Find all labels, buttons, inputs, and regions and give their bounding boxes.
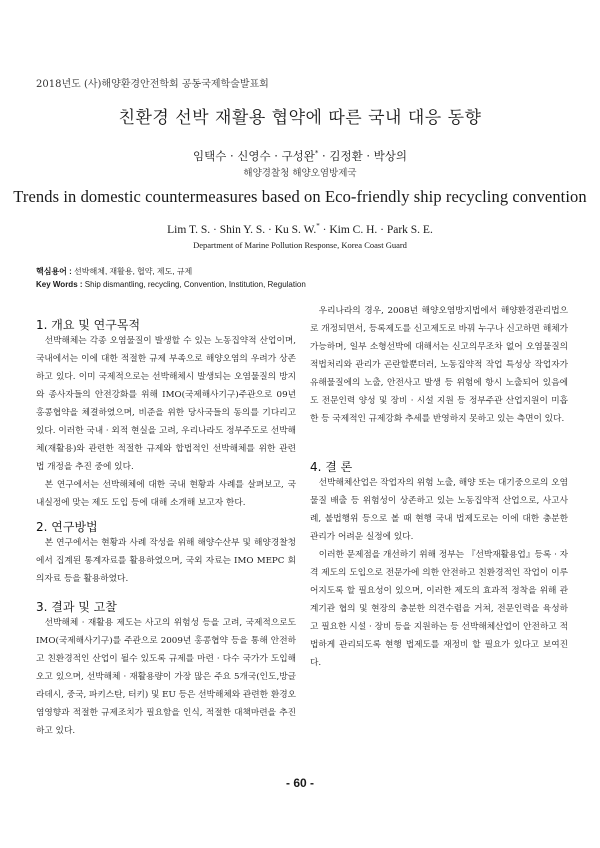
- section-4-body: [310, 474, 568, 672]
- section-4-heading: 4. 결 론: [310, 460, 353, 474]
- keywords-korean-text: 선박해체, 재활용, 협약, 제도, 규제: [74, 267, 193, 276]
- title-english: Trends in domestic countermeasures based on Eco-friendly ship recycling convention: [13, 187, 587, 206]
- title-korean: 친환경 선박 재활용 협약에 따른 국내 대응 동향: [118, 108, 482, 128]
- section-2-heading: 2. 연구방법: [36, 520, 98, 534]
- conference-header: 2018년도 (사)해양환경안전학회 공동국제학술발표회: [36, 79, 269, 90]
- section-3-paragraph-1: 선박해체 · 재활용 제도는 사고의 위험성 등을 고려, 국제적으로도 IMO(국제해사기구)를 주관으로 2009년 홍콩협약 등을 통해 안전하고 친환경적인 산업이 될수 있도록 규제를 마련 · 다수 국가가 도입해오고 있으며, 선박해체 · 재활용량이 가장 많은 주요 5개국(인도,방글라데시, 중국, 파키스탄, 터키) 및 EU 등은 선박해체와 관련한 환경오염영향과 적절한 규제조치가 필요함을 인식, 적절한 대책마련을 추진하고 있다.: [36, 618, 296, 736]
- section-1-paragraph-2: 본 연구에서는 선박해체에 대한 국내 현황과 사례를 살펴보고, 국내실정에 맞는 제도 도입 등에 대해 소개해 보고자 한다.: [36, 480, 296, 508]
- section-3-heading: 3. 결과 및 고찰: [36, 600, 117, 614]
- section-4-paragraph-2: 이러한 문제점을 개선하기 위해 정부는 『선박재활용업』등록 · 자격 제도의 도입으로 전문가에 의한 안전하고 친환경적인 작업이 이루어지도록 할 필요성이 있으며, 이러한 제도의 효과적 정착을 위해 관계기관 협의 및 현장의 충분한 의견수렴을 거쳐, 전문인력을 육성하고 필요한 시설 · 장비 등을 지원하는 등 선박해체산업이 안전하고 적법하게 관리되도록 현행 법제도를 재정비 할 필요가 있다고 보여진다.: [310, 550, 568, 668]
- keywords-english: [36, 280, 306, 289]
- keywords-korean-label: 핵심용어 :: [36, 267, 75, 276]
- section-1-paragraph-1: 선박해체는 각종 오염물질이 발생할 수 있는 노동집약적 산업이며, 국내에서는 이에 대한 적절한 규제 부족으로 해양오염의 우려가 상존하고 있다. 이미 국제적으로는 선박해체시 발생되는 오염물질의 방지와 종사자들의 안전강화를 위해 IMO(국제해사기구)주관으로 09년 홍콩협약을 체결하였으며, 비준을 위한 당사국들의 동의를 기다리고 있다. 이러한 국내 · 외적 현실을 고려, 우리나라도 정부주도로 선박해체(재활용)와 관련한 적절한 규제와 합법적인 선박해체를 위한 관련법 개정을 추진 중에 있다.: [36, 336, 296, 472]
- section-3-paragraph-2: 우리나라의 경우, 2008년 해양오염방지법에서 해양환경관리법으로 개정되면서, 등록제도를 신고제도로 바꿔 누구나 신고하면 해체가 가능하며, 일부 소형선박에 대해서는 신고의무조차 없어 오염물질의 적법처리와 관리가 곤란할뿐더러, 노동집약적 작업 특성상 작업자가 유해물질에의 노출, 안전사고 발생 등 위험에 항시 노출되어 있음에도 전문인력 양성 및 장비 · 시설 지원 등 정부주관 산업지원이 미흡한 등 국제적인 규제강화 추세를 반영하지 못하고 있는 측면이 있다.: [310, 306, 568, 424]
- authors-english-part1: Lim T. S. · Shin Y. S. · Ku S. W.: [167, 223, 317, 236]
- section-2-body: [36, 534, 296, 588]
- affiliation-english: Department of Marine Pollution Response, Korea Coast Guard: [193, 240, 407, 250]
- authors-english-part2: · Kim C. H. · Park S. E.: [319, 223, 433, 236]
- section-2-paragraph-1: 본 연구에서는 현황과 사례 작성을 위해 해양수산부 및 해양경찰청에서 집계된 통계자료를 활용하였으며, 국외 자료는 IMO MEPC 회의자료 등을 활용하였다.: [36, 538, 296, 584]
- authors-korean-part2: · 김정환 · 박상의: [318, 149, 407, 163]
- affiliation-korean: 해양경찰청 해양오염방제국: [243, 168, 357, 179]
- section-1-body: [36, 332, 296, 512]
- keywords-korean: [36, 266, 192, 277]
- keywords-english-label: Key Words :: [36, 280, 85, 289]
- section-3-body-left: [36, 614, 296, 740]
- authors-korean: [0, 148, 600, 164]
- corresponding-mark-ko: *: [314, 149, 319, 158]
- section-1-heading: 1. 개요 및 연구목적: [36, 318, 141, 332]
- page-number: - 60 -: [285, 776, 314, 790]
- section-4-paragraph-1: 선박해체산업은 작업자의 위험 노출, 해양 또는 대기중으로의 오염물질 배출 등 위험성이 상존하고 있는 노동집약적 산업으로, 사고사례, 불법행위 등으로 볼 때 현행 국내 법제도로는 이에 대한 충분한 관리가 어려운 실정에 있다.: [310, 478, 568, 542]
- corresponding-mark-en: *: [316, 222, 320, 230]
- keywords-english-text: Ship dismantling, recycling, Convention, Institution, Regulation: [84, 280, 306, 289]
- section-3-body-right: [310, 302, 568, 428]
- authors-korean-part1: 임택수 · 신영수 · 구성완: [192, 149, 315, 163]
- authors-english: [0, 222, 600, 236]
